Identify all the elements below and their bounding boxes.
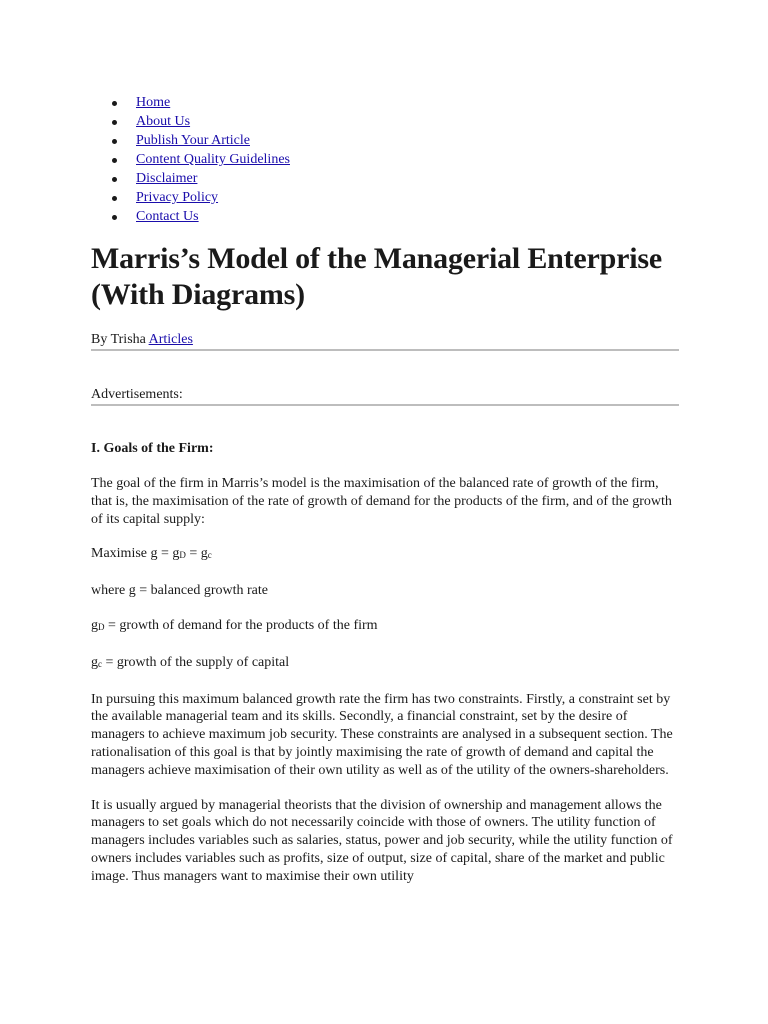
nav-item-disclaimer — [91, 169, 679, 188]
bullet-icon — [112, 139, 117, 144]
article-title: Marris’s Model of the Managerial Enterprise (With Diagrams) — [91, 242, 662, 311]
bullet-icon — [112, 215, 117, 220]
bullet-icon — [112, 196, 117, 201]
bullet-icon — [112, 120, 117, 125]
definition-gc — [91, 654, 679, 674]
gd-symbol: g — [91, 617, 98, 633]
site-nav — [91, 93, 679, 226]
bullet-icon — [112, 101, 117, 106]
nav-item-about-us — [91, 112, 679, 131]
eq-mid: = g — [185, 546, 208, 562]
nav-link-home[interactable]: Home — [136, 95, 171, 110]
bullet-icon — [112, 158, 117, 163]
nav-link-privacy-policy[interactable]: Privacy Policy — [136, 190, 219, 205]
bullet-icon — [112, 177, 117, 182]
paragraph-managerial-theorists: It is usually argued by managerial theorists that the division of ownership and management allows the managers to set goals which do not necessarily coincide with those of owners. The utility function of managers includes variables such as salaries, status, power and job security, while the utility function of owners includes variables such as profits, size of output, size of capital, share of the market and public image. Thus managers want to maximise their own utility — [91, 797, 673, 884]
definition-gd — [91, 617, 679, 637]
eq-sub-c: c — [207, 550, 212, 561]
page-content — [91, 93, 679, 886]
divider — [91, 349, 679, 351]
paragraph-constraints: In pursuing this maximum balanced growth rate the firm has two constraints. Firstly, a constraint set by the available managerial team and its skills. Secondly, a financial constraint, set by the desire of managers to achieve maximum job security. These constraints are analysed in a subsequent section. The rationalisation of this goal is that by jointly maximising the rate of growth of demand and capital the managers achieve maximisation of their own utility as well as of the utility of the owners-shareholders. — [91, 691, 673, 778]
ads-label: Advertisements: — [91, 387, 183, 402]
nav-item-publish — [91, 131, 679, 150]
nav-link-about-us[interactable]: About Us — [136, 114, 191, 129]
byline-category-link[interactable]: Articles — [148, 332, 193, 347]
nav-link-contact-us[interactable]: Contact Us — [136, 209, 199, 224]
nav-item-guidelines — [91, 150, 679, 169]
nav-item-privacy — [91, 188, 679, 207]
nav-link-publish-your-article[interactable]: Publish Your Article — [136, 133, 250, 148]
nav-link-content-quality-guidelines[interactable]: Content Quality Guidelines — [136, 152, 290, 167]
gd-text: = growth of demand for the products of the firm — [104, 617, 378, 633]
nav-item-contact — [91, 207, 679, 226]
gc-text: = growth of the supply of capital — [102, 654, 290, 670]
divider — [91, 404, 679, 406]
eq-sub-d: D — [179, 550, 186, 561]
eq-prefix: Maximise g = g — [91, 546, 180, 562]
gc-symbol: g — [91, 654, 98, 670]
section-heading: I. Goals of the Firm: — [91, 441, 214, 456]
nav-link-disclaimer[interactable]: Disclaimer — [136, 171, 198, 186]
gd-sub: D — [98, 621, 105, 632]
gc-sub: c — [98, 658, 102, 669]
paragraph-goal: The goal of the firm in Marris’s model is the maximisation of the balanced rate of growth of the firm, that is, the maximisation of the rate of growth of demand for the products of the firm, and of the growth of its capital supply: — [91, 476, 672, 527]
byline — [91, 331, 679, 349]
byline-author: By Trisha — [91, 332, 146, 347]
definition-g: where g = balanced growth rate — [91, 583, 268, 599]
equation-line — [91, 545, 679, 565]
nav-item-home — [91, 93, 679, 112]
